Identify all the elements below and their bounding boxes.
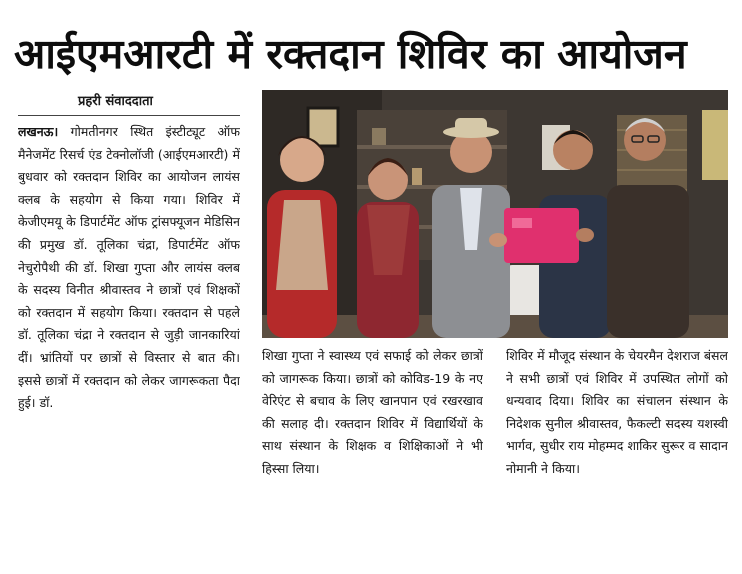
article-column-1: [18, 121, 240, 569]
dateline: लखनऊ।: [18, 124, 59, 139]
column-1-text: गोमतीनगर स्थित इंस्टीट्यूट ऑफ मैनेजमेंट रिसर्च एंड टेक्नोलॉजी (आईएमआरटी) में बुधवार को रक्तदान शिविर का आयोजन लायंस क्लब के सहयोग से किया गया। शिविर में केजीएमयू के डिपार्टमेंट ऑफ ट्रांसफ्यूजन मेडिसिन की प्रमुख डॉ. तूलिका चंद्रा, डिपार्टमेंट ऑफ नेचुरोपैथी की डॉ. शिखा गुप्ता और लायंस क्लब के सदस्य विनीत श्रीवास्तव ने छात्रों एवं शिक्षकों को रक्तदान में सहयोग किया। रक्तदान से पहले डॉ. तूलिका चंद्रा ने रक्तदान से जुड़ी जानकारियां दीं। भ्रांतियों पर छात्रों से विस्तार से बात की। इससे छात्रों में रक्तदान को लेकर जागरूकता पैदा हुई। डॉ.: [18, 124, 240, 411]
byline: प्रहरी संवाददाता: [78, 94, 153, 109]
headline: आईएमआरटी में रक्तदान शिविर का आयोजन: [14, 30, 687, 78]
byline-rule: [18, 115, 240, 116]
article-column-2: शिखा गुप्ता ने स्वास्थ्य एवं सफाई को लेकर छात्रों को जागरूक किया। छात्रों को कोविड-19 के नए वेरिएंट से बचाव के लिए खानपान एवं रखरखाव की सलाह दी। रक्तदान शिविर में विद्यार्थियों के साथ संस्थान के शिक्षक व शिक्षिकाओं ने भी हिस्सा लिया।: [262, 348, 483, 476]
news-photo: [262, 90, 728, 338]
article-column-3: शिविर में मौजूद संस्थान के चेयरमैन देशराज बंसल ने सभी छात्रों एवं शिविर में उपस्थित लोगों को धन्यवाद दिया। शिविर का संचालन संस्थान के निदेशक सुनील श्रीवास्तव, फैकल्टी सदस्य यशस्वी भार्गव, सुधीर राय मोहम्मद शाकिर सुरूर व सादान नोमानी ने किया।: [506, 348, 728, 476]
